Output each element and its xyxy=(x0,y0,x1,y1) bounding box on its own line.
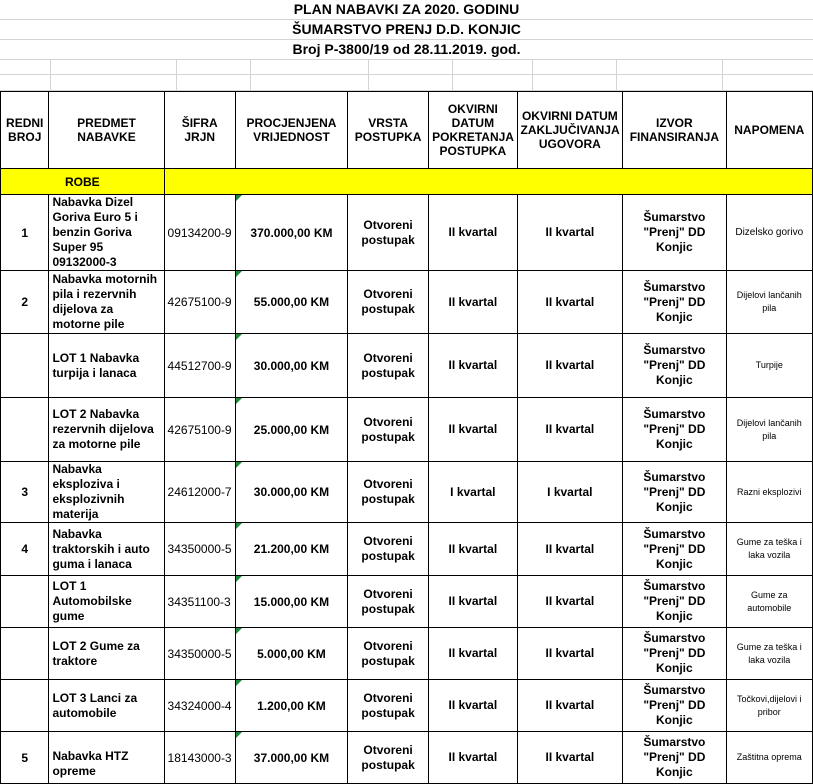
row-note: Zaštitna oprema xyxy=(726,732,812,784)
row-note: Dijelovi lančanih pila xyxy=(726,398,812,462)
row-type: Otvoreni postupak xyxy=(348,462,429,523)
row-item: Nabavka Dizel Goriva Euro 5 i benzin Goriva Super 95 09132000-3 xyxy=(49,195,164,271)
table-row xyxy=(1,334,813,398)
table-row xyxy=(1,271,813,334)
row-value: 55.000,00 KM xyxy=(235,271,347,334)
row-source: Šumarstvo "Prenj" DD Konjic xyxy=(623,195,726,271)
title-line-3: Broj P-3800/19 od 28.11.2019. god. xyxy=(0,40,813,60)
row-item: LOT 2 Gume za traktore xyxy=(49,628,164,680)
header-datum-pokretanja: OKVIRNI DATUM POKRETANJA POSTUPKA xyxy=(429,92,517,169)
row-end: II kvartal xyxy=(517,576,623,628)
row-number xyxy=(1,334,49,398)
row-value: 25.000,00 KM xyxy=(235,398,347,462)
table-row xyxy=(1,732,813,784)
row-note: Dijelovi lančanih pila xyxy=(726,271,812,334)
row-note: Gume za automobile xyxy=(726,576,812,628)
row-start: II kvartal xyxy=(429,628,517,680)
row-code: 18143000-3 xyxy=(164,732,235,784)
row-source: Šumarstvo "Prenj" DD Konjic xyxy=(623,523,726,576)
row-number xyxy=(1,628,49,680)
header-izvor: IZVOR FINANSIRANJA xyxy=(623,92,726,169)
row-number xyxy=(1,576,49,628)
row-source: Šumarstvo "Prenj" DD Konjic xyxy=(623,732,726,784)
row-source: Šumarstvo "Prenj" DD Konjic xyxy=(623,680,726,732)
section-row-robe xyxy=(1,169,813,195)
row-end: II kvartal xyxy=(517,628,623,680)
row-value: 30.000,00 KM xyxy=(235,334,347,398)
row-value: 30.000,00 KM xyxy=(235,462,347,523)
table-row xyxy=(1,195,813,271)
row-source: Šumarstvo "Prenj" DD Konjic xyxy=(623,334,726,398)
row-start: II kvartal xyxy=(429,334,517,398)
row-number xyxy=(1,680,49,732)
title-line-1: PLAN NABAVKI ZA 2020. GODINU xyxy=(0,0,813,20)
row-item: LOT 1 Automobilske gume xyxy=(49,576,164,628)
row-number: 4 xyxy=(1,523,49,576)
table-row xyxy=(1,398,813,462)
table-row xyxy=(1,523,813,576)
row-source: Šumarstvo "Prenj" DD Konjic xyxy=(623,628,726,680)
row-type: Otvoreni postupak xyxy=(348,680,429,732)
row-note: Dizelsko gorivo xyxy=(726,195,812,271)
procurement-table xyxy=(0,91,813,784)
row-start: II kvartal xyxy=(429,732,517,784)
row-item: LOT 2 Nabavka rezervnih dijelova za motorne pile xyxy=(49,398,164,462)
row-start: II kvartal xyxy=(429,680,517,732)
title-line-2: ŠUMARSTVO PRENJ D.D. KONJIC xyxy=(0,20,813,40)
empty-row xyxy=(0,75,813,91)
header-vrsta: VRSTA POSTUPKA xyxy=(348,92,429,169)
row-value: 5.000,00 KM xyxy=(235,628,347,680)
row-value: 1.200,00 KM xyxy=(235,680,347,732)
row-item: Nabavka motornih pila i rezervnih dijelova za motorne pile xyxy=(49,271,164,334)
row-type: Otvoreni postupak xyxy=(348,576,429,628)
row-source: Šumarstvo "Prenj" DD Konjic xyxy=(623,398,726,462)
row-source: Šumarstvo "Prenj" DD Konjic xyxy=(623,576,726,628)
row-number: 5 xyxy=(1,732,49,784)
table-row xyxy=(1,628,813,680)
row-value: 21.200,00 KM xyxy=(235,523,347,576)
row-value: 15.000,00 KM xyxy=(235,576,347,628)
row-type: Otvoreni postupak xyxy=(348,271,429,334)
header-napomena: NAPOMENA xyxy=(726,92,812,169)
row-number xyxy=(1,398,49,462)
header-datum-zakljucivanja: OKVIRNI DATUM ZAKLJUČIVANJA UGOVORA xyxy=(517,92,623,169)
row-source: Šumarstvo "Prenj" DD Konjic xyxy=(623,271,726,334)
row-type: Otvoreni postupak xyxy=(348,334,429,398)
header-redni-broj: REDNI BROJ xyxy=(1,92,49,169)
table-row xyxy=(1,462,813,523)
row-item: Nabavka eksploziva i eksplozivnih materija xyxy=(49,462,164,523)
row-code: 34324000-4 xyxy=(164,680,235,732)
row-value: 370.000,00 KM xyxy=(235,195,347,271)
row-note: Razni eksplozivi xyxy=(726,462,812,523)
row-number: 3 xyxy=(1,462,49,523)
row-type: Otvoreni postupak xyxy=(348,628,429,680)
section-fill xyxy=(164,169,812,195)
row-code: 42675100-9 xyxy=(164,271,235,334)
row-item: Nabavka traktorskih i auto guma i lanaca xyxy=(49,523,164,576)
header-sifra: ŠIFRA JRJN xyxy=(164,92,235,169)
header-vrijednost: PROCJENJENA VRIJEDNOST xyxy=(235,92,347,169)
row-number: 1 xyxy=(1,195,49,271)
row-code: 44512700-9 xyxy=(164,334,235,398)
row-end: II kvartal xyxy=(517,732,623,784)
row-type: Otvoreni postupak xyxy=(348,523,429,576)
row-end: II kvartal xyxy=(517,195,623,271)
row-source: Šumarstvo "Prenj" DD Konjic xyxy=(623,462,726,523)
table-row xyxy=(1,680,813,732)
row-end: II kvartal xyxy=(517,398,623,462)
empty-row xyxy=(0,60,813,75)
row-note: Točkovi,dijelovi i pribor xyxy=(726,680,812,732)
row-start: II kvartal xyxy=(429,398,517,462)
row-type: Otvoreni postupak xyxy=(348,195,429,271)
row-start: II kvartal xyxy=(429,523,517,576)
row-value: 37.000,00 KM xyxy=(235,732,347,784)
row-item: Nabavka HTZ opreme xyxy=(49,732,164,784)
row-start: II kvartal xyxy=(429,271,517,334)
row-code: 09134200-9 xyxy=(164,195,235,271)
header-row xyxy=(1,92,813,169)
row-item: LOT 3 Lanci za automobile xyxy=(49,680,164,732)
row-code: 34350000-5 xyxy=(164,523,235,576)
row-end: II kvartal xyxy=(517,680,623,732)
row-type: Otvoreni postupak xyxy=(348,398,429,462)
row-code: 24612000-7 xyxy=(164,462,235,523)
row-note: Gume za teška i laka vozila xyxy=(726,628,812,680)
row-end: II kvartal xyxy=(517,523,623,576)
row-type: Otvoreni postupak xyxy=(348,732,429,784)
row-start: II kvartal xyxy=(429,576,517,628)
row-note: Gume za teška i laka vozila xyxy=(726,523,812,576)
row-code: 34350000-5 xyxy=(164,628,235,680)
row-item: LOT 1 Nabavka turpija i lanaca xyxy=(49,334,164,398)
row-note: Turpije xyxy=(726,334,812,398)
table-row xyxy=(1,576,813,628)
row-code: 34351100-3 xyxy=(164,576,235,628)
section-label: ROBE xyxy=(1,169,165,195)
header-predmet: PREDMET NABAVKE xyxy=(49,92,164,169)
row-end: I kvartal xyxy=(517,462,623,523)
row-code: 42675100-9 xyxy=(164,398,235,462)
row-end: II kvartal xyxy=(517,271,623,334)
row-start: II kvartal xyxy=(429,195,517,271)
row-start: I kvartal xyxy=(429,462,517,523)
row-number: 2 xyxy=(1,271,49,334)
row-end: II kvartal xyxy=(517,334,623,398)
